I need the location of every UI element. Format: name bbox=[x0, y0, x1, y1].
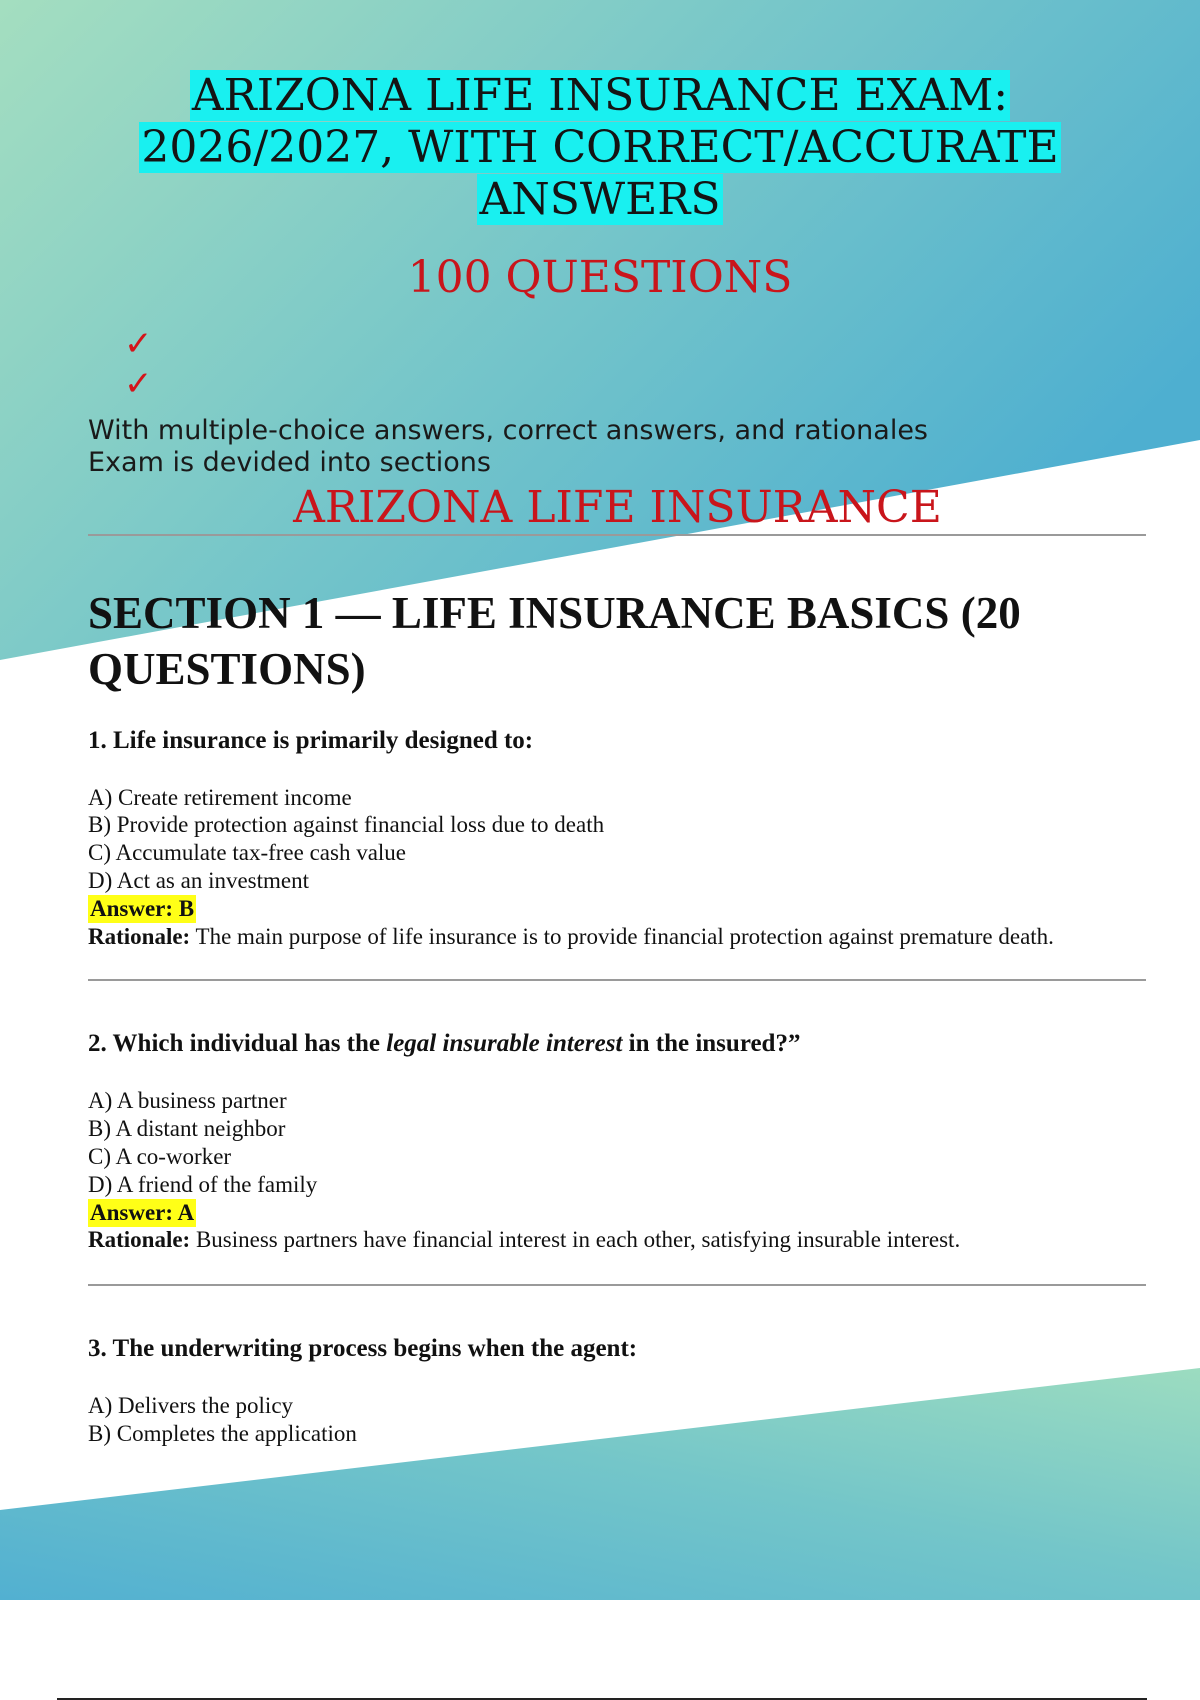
divider bbox=[88, 534, 1146, 536]
description-line-1: With multiple-choice answers, correct answers, and rationales bbox=[88, 415, 928, 446]
option: C) Accumulate tax-free cash value bbox=[88, 840, 407, 865]
question-2-text: 2. Which individual has the bbox=[88, 1030, 387, 1057]
question-count: 100 QUESTIONS bbox=[407, 252, 793, 303]
answer-badge: Answer: A bbox=[90, 1200, 195, 1225]
option: B) Completes the application bbox=[88, 1421, 357, 1446]
option: D) A friend of the family bbox=[88, 1172, 318, 1197]
title-line-3: ANSWERS bbox=[479, 174, 721, 225]
answer-badge: Answer: B bbox=[90, 896, 195, 921]
rationale-label: Rationale: bbox=[88, 924, 191, 949]
section-title-line-2: QUESTIONS) bbox=[88, 644, 366, 694]
question-3: 3. The underwriting process begins when the agent: bbox=[88, 1335, 638, 1362]
divider bbox=[88, 979, 1146, 981]
title-line-1: ARIZONA LIFE INSURANCE EXAM: bbox=[191, 70, 1009, 121]
subject-heading: ARIZONA LIFE INSURANCE bbox=[293, 482, 942, 533]
divider bbox=[88, 1284, 1146, 1286]
title-line-2: 2026/2027, WITH CORRECT/ACCURATE bbox=[141, 122, 1059, 173]
document-title bbox=[100, 70, 1100, 226]
rationale-text: The main purpose of life insurance is to provide financial protection against premature death. bbox=[190, 924, 1054, 949]
checkmark-icon: ✓ bbox=[124, 324, 153, 364]
rationale-text: Business partners have financial interest in each other, satisfying insurable interest. bbox=[190, 1227, 961, 1252]
section-title bbox=[88, 585, 1148, 697]
rationale-label: Rationale: bbox=[88, 1227, 191, 1252]
option: D) Act as an investment bbox=[88, 868, 310, 893]
option: A) Delivers the policy bbox=[88, 1393, 294, 1418]
question-1: 1. Life insurance is primarily designed to: bbox=[88, 727, 534, 754]
option: B) Provide protection against financial loss due to death bbox=[88, 812, 605, 837]
option: B) A distant neighbor bbox=[88, 1116, 286, 1141]
section-title-line-1: SECTION 1 — LIFE INSURANCE BASICS (20 bbox=[88, 588, 1021, 638]
rationale bbox=[88, 1226, 1158, 1254]
question-2-text-end: in the insured?” bbox=[622, 1030, 801, 1057]
question-2 bbox=[88, 1030, 1148, 1058]
checkmark-icon: ✓ bbox=[124, 364, 153, 404]
description-line-2: Exam is devided into sections bbox=[88, 447, 491, 478]
option: A) A business partner bbox=[88, 1088, 287, 1113]
option: C) A co-worker bbox=[88, 1144, 232, 1169]
option: A) Create retirement income bbox=[88, 785, 352, 810]
question-2-emphasis: legal insurable interest bbox=[386, 1030, 623, 1057]
rationale bbox=[88, 923, 1158, 951]
